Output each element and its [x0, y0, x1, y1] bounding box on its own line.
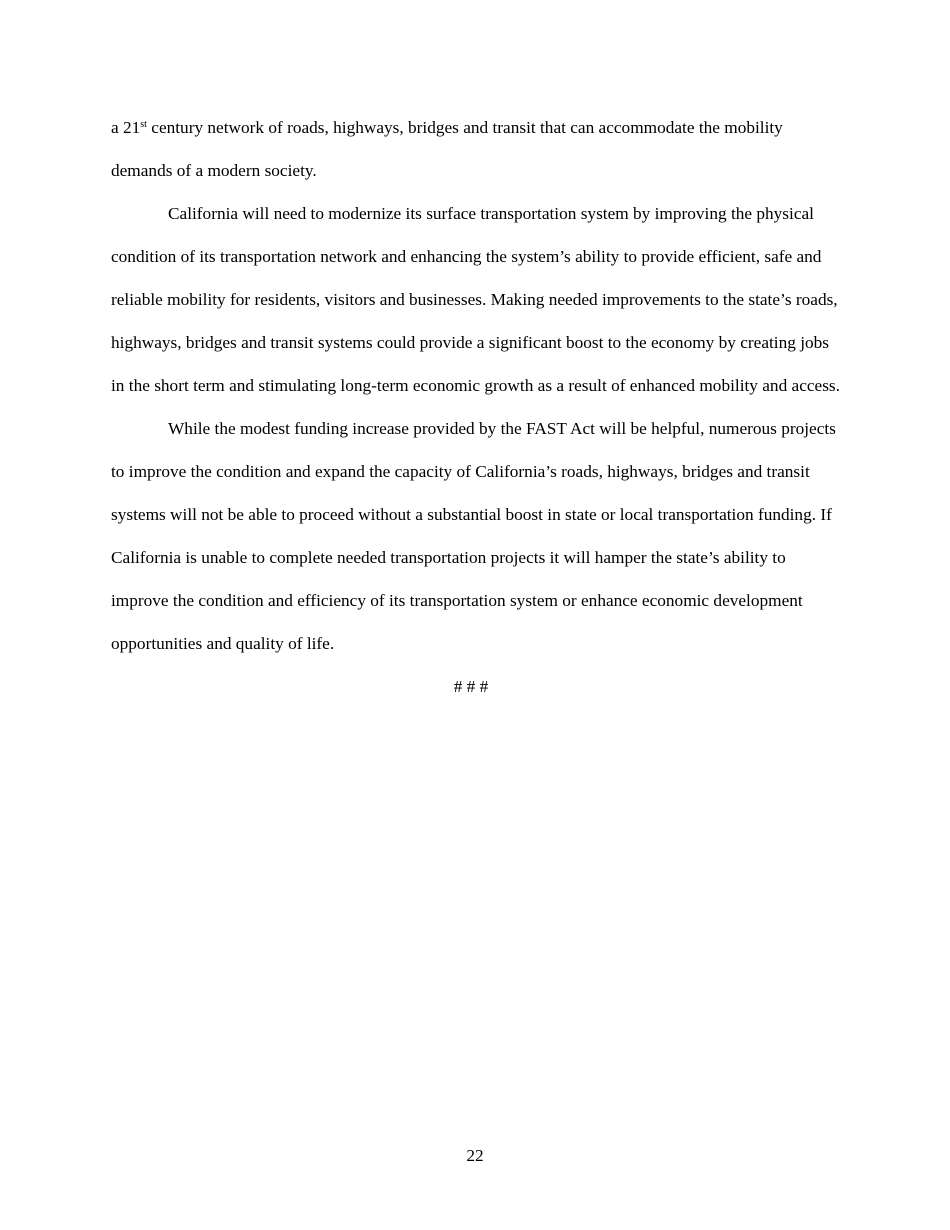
paragraph-1-start: a 21: [111, 118, 141, 137]
paragraph-1: [111, 106, 846, 192]
paragraph-2: California will need to modernize its surface transportation system by improving the physical condition of its transportation network and enhancing the system’s ability to provide efficient, safe and reliable mobility for residents, visitors and businesses. Making needed improvements to the state’s roads, highways, bridges and transit systems could provide a significant boost to the economy by creating jobs in the short term and stimulating long-term economic growth as a result of enhanced mobility and access.: [111, 204, 840, 395]
ordinal-suffix: st: [140, 119, 147, 130]
page-number: 22: [466, 1146, 484, 1165]
end-mark: # # #: [453, 677, 489, 696]
document-body: [111, 106, 846, 708]
paragraph-1-rest: century network of roads, highways, bridges and transit that can accommodate the mobility demands of a modern society.: [111, 118, 783, 180]
paragraph-3: While the modest funding increase provided by the FAST Act will be helpful, numerous projects to improve the condition and expand the capacity of California’s roads, highways, bridges and transit systems will not be able to proceed without a substantial boost in state or local transportation funding. If California is unable to complete needed transportation projects it will hamper the state’s ability to improve the condition and efficiency of its transportation system or enhance economic development opportunities and quality of life.: [111, 419, 836, 653]
